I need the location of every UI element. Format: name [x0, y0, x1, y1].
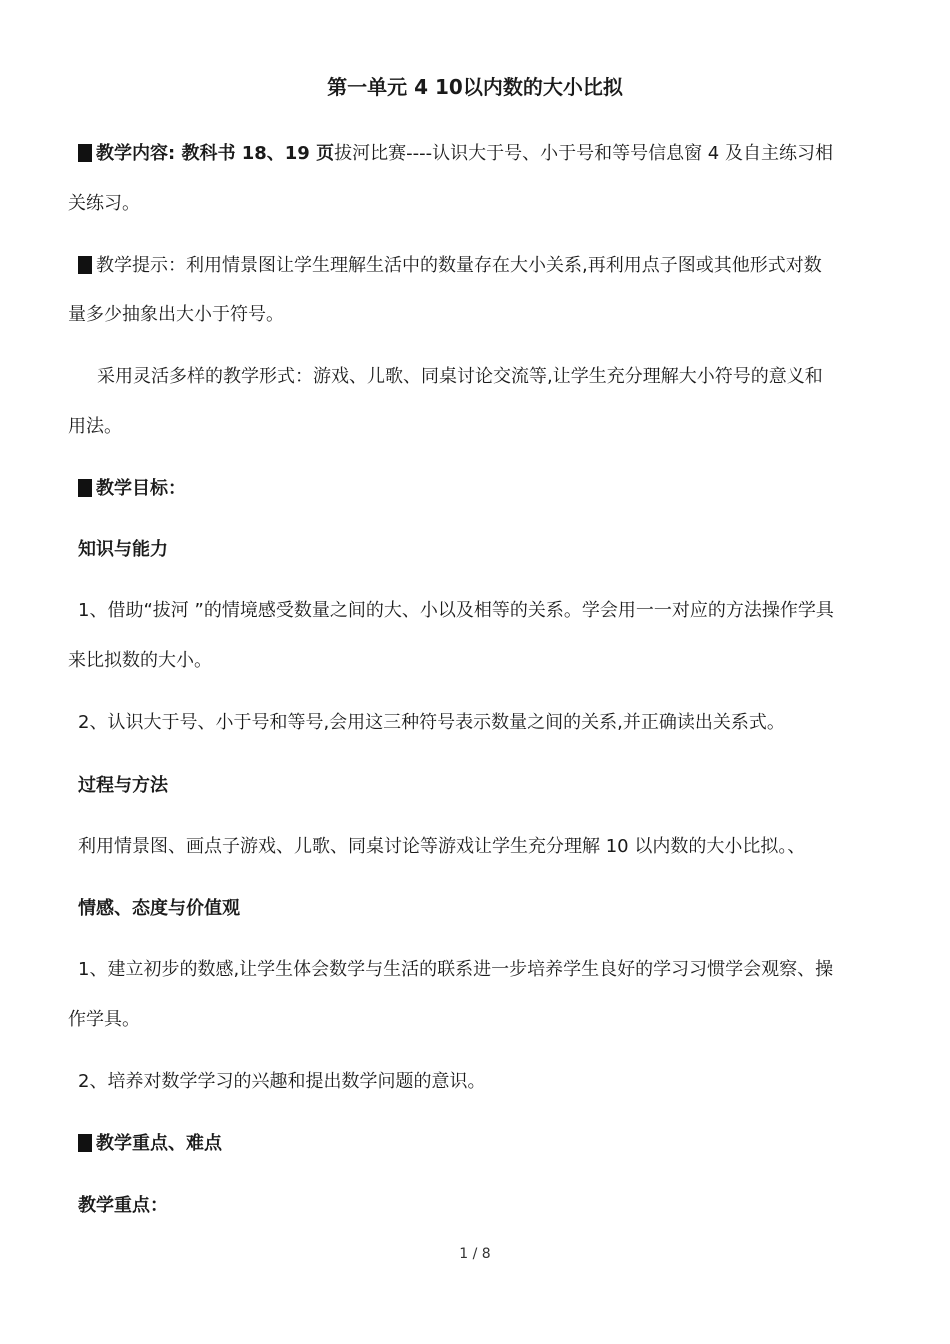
process-heading: 过程与方法 [78, 775, 168, 796]
key-points-heading-text: 教学重点、难点 [96, 1133, 222, 1154]
tips-text: 教学提示：利用情景图让学生理解生活中的数量存在大小关系,再利用点子图或其他形式对数 [96, 255, 822, 276]
goals-heading-text: 教学目标： [96, 478, 186, 499]
knowledge-item-2: 2、认识大于号、小于号和等号,会用这三种符号表示数量之间的关系,并正确读出关系式。 [78, 712, 785, 733]
page-number: 1 / 8 [459, 1246, 491, 1262]
tips-paragraph [78, 252, 893, 280]
content-text: 拔河比赛----认识大于号、小于号和等号信息窗 4 及自主练习相 [334, 143, 833, 164]
emotion-item-1: 1、建立初步的数感,让学生体会数学与生活的联系进一步培养学生良好的学习习惯学会观察、操 [78, 959, 834, 980]
knowledge-heading: 知识与能力 [78, 539, 168, 560]
knowledge-item-1-continued: 来比拟数的大小。 [68, 650, 212, 671]
square-bullet-icon [78, 256, 92, 274]
square-bullet-icon [78, 1134, 92, 1152]
page-title: 第一单元 4 10以内数的大小比拟 [327, 75, 623, 99]
tips-text-continued: 量多少抽象出大小于符号。 [68, 304, 284, 325]
square-bullet-icon [78, 144, 92, 162]
emotion-heading: 情感、态度与价值观 [78, 898, 240, 919]
content-label: 教学内容: 教科书 18、19 页 [96, 143, 335, 164]
key-points-subheading: 教学重点： [78, 1195, 168, 1216]
emotion-item-2: 2、培养对数学学习的兴趣和提出数学问题的意识。 [78, 1071, 486, 1092]
tips-methods-text: 采用灵活多样的教学形式：游戏、儿歌、同桌讨论交流等,让学生充分理解大小符号的意义和 [97, 366, 823, 387]
content-paragraph [78, 140, 893, 168]
goals-heading [78, 475, 893, 503]
key-points-heading [78, 1130, 893, 1158]
content-text-continued: 关练习。 [68, 193, 140, 214]
emotion-item-1-continued: 作学具。 [68, 1009, 140, 1030]
tips-methods-continued: 用法。 [68, 416, 122, 437]
process-text: 利用情景图、画点子游戏、儿歌、同桌讨论等游戏让学生充分理解 10 以内数的大小比拟。、 [78, 836, 806, 857]
knowledge-item-1: 1、借助“拔河 ”的情境感受数量之间的大、小以及相等的关系。学会用一一对应的方法操作学具 [78, 600, 834, 621]
square-bullet-icon [78, 479, 92, 497]
